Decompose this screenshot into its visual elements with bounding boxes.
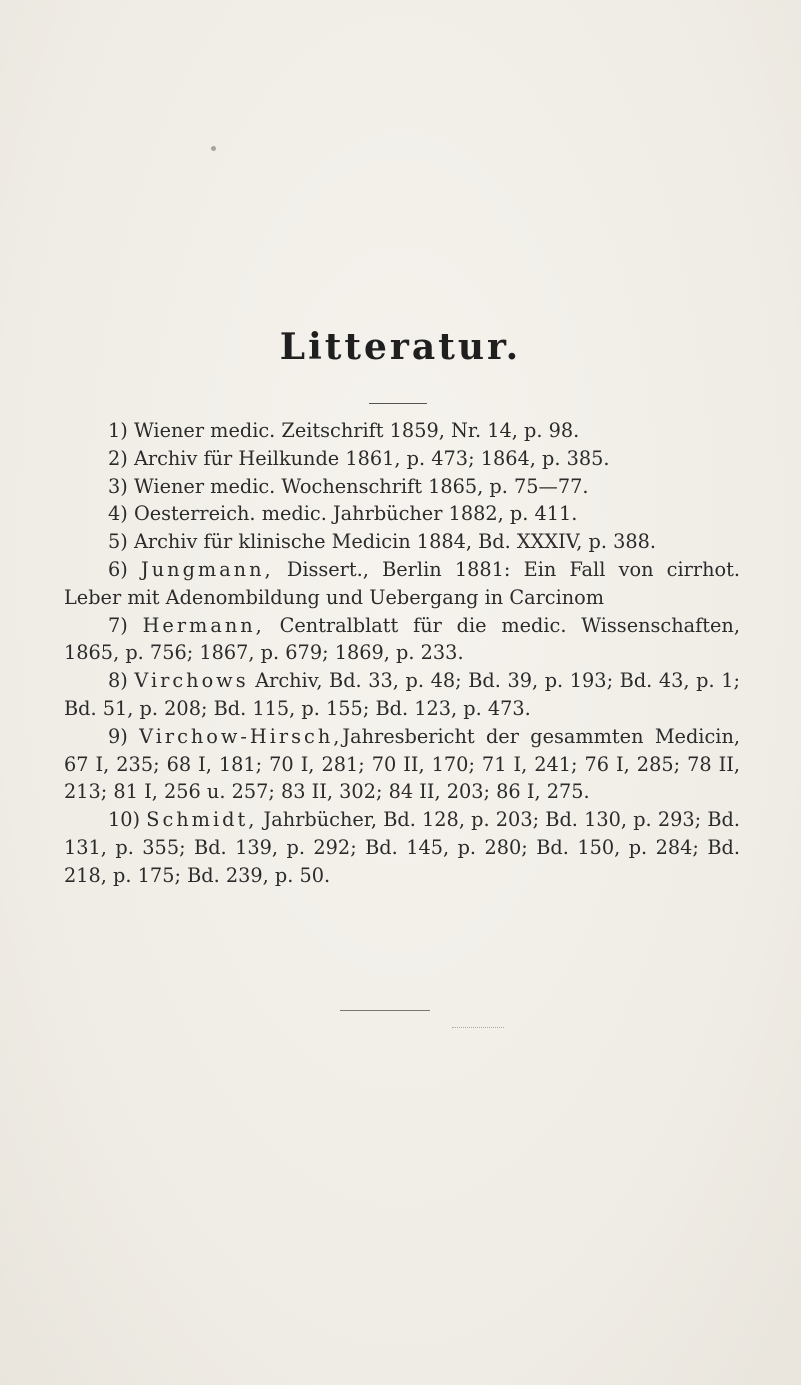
reference-number: 8) [108,669,128,693]
reference-number: 6) [108,557,128,581]
reference-author: Jungmann, [141,557,274,581]
reference-number: 7) [108,613,128,637]
closing-divider [340,1010,430,1011]
reference-text: Centralblatt für die medic. Wissenschaften, 1865, p. 756; 1867, p. 679; 1869, p. 233. [64,613,740,665]
reference-text: Jahresbericht der gesammten Medicin, 67 I, 235; 68 I, 181; 70 I, 281; 70 II, 170; 71 I, 241; 76 I, 285; 78 II, 213; 81 I, 256 u. 257; 83 II, 302; 84 II, 203; 86 I, 275. [64,724,740,804]
reference-number: 10) [108,808,141,832]
reference-text: Jahrbücher, Bd. 128, p. 203; Bd. 130, p. 293; Bd. 131, p. 355; Bd. 139, p. 292; Bd. 145, p. 280; Bd. 150, p. 284; Bd. 218, p. 175; Bd. 239, p. 50. [64,808,740,887]
reference-item-10 [64,806,740,889]
reference-author: Virchows [134,669,249,693]
page-title: Litteratur. [279,326,522,368]
reference-text: Archiv, Bd. 33, p. 48; Bd. 39, p. 193; Bd. 43, p. 1; Bd. 51, p. 208; Bd. 115, p. 155; Bd. 123, p. 473. [64,669,740,720]
reference-item-7 [64,612,740,668]
reference-number: 3) [108,474,128,498]
reference-number: 5) [108,530,128,554]
reference-item-6 [64,556,740,612]
reference-number: 2) [108,446,128,470]
reference-item-5 [64,528,740,556]
reference-number: 9) [108,724,128,748]
paper-speck [211,146,216,151]
reference-author: Virchow-Hirsch, [139,724,343,748]
reference-number: 1) [108,419,128,442]
reference-text: Archiv für Heilkunde 1861, p. 473; 1864, p. 385. [133,446,610,470]
reference-text: Dissert., Berlin 1881: Ein Fall von cirrhot. Leber mit Adenombildung und Uebergang in Carcinom [64,557,740,609]
reference-item-3 [64,473,740,501]
reference-item-9 [64,723,740,806]
closing-divider-faint [452,1027,504,1028]
reference-text: Archiv für klinische Medicin 1884, Bd. XXXIV, p. 388. [133,530,657,554]
reference-number: 4) [108,502,128,526]
reference-list [64,417,740,890]
reference-item-1 [64,417,740,445]
reference-item-2 [64,445,740,473]
reference-text: Wiener medic. Wochenschrift 1865, p. 75—77. [133,474,589,498]
title-divider [369,403,427,404]
reference-author: Schmidt, [146,808,258,832]
reference-item-8 [64,667,740,723]
reference-text: Wiener medic. Zeitschrift 1859, Nr. 14, p. 98. [133,419,580,442]
reference-author: Hermann, [142,613,265,637]
reference-text: Oesterreich. medic. Jahrbücher 1882, p. 411. [133,502,578,526]
reference-item-4 [64,500,740,528]
